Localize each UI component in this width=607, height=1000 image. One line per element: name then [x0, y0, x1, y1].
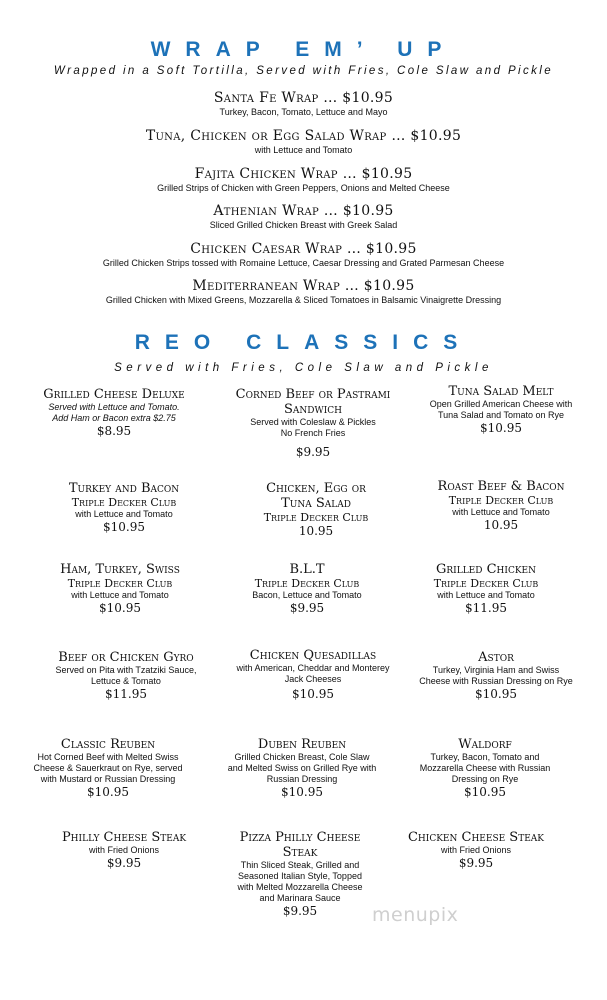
wrap-section-title: WRAP EM’ UP [150, 38, 457, 61]
item-price: $9.95 [289, 601, 325, 615]
item-desc: Served on Pita with Tzatziki Sauce, [55, 665, 197, 675]
item-desc: Served with Lettuce and Tomato. [48, 402, 180, 412]
item-desc: Seasoned Italian Style, Topped [238, 871, 362, 881]
item-desc: Jack Cheeses [284, 674, 342, 684]
item-name: Mediterranean Wrap … $10.95 [192, 278, 415, 294]
item-name: Astor [478, 650, 514, 665]
item-desc: with Lettuce and Tomato [71, 590, 169, 600]
classic-item-corned-beef-pastrami [213, 387, 413, 460]
item-name: Chicken, Egg or [266, 481, 366, 496]
item-desc: Cheese & Sauerkraut on Rye, served [33, 763, 183, 773]
item-desc: Tuna Salad and Tomato on Rye [437, 410, 565, 420]
item-desc: with Lettuce and Tomato [452, 507, 550, 517]
wrap-section-subtitle: Wrapped in a Soft Tortilla, Served with Fries, Cole Slaw and Pickle [53, 65, 554, 77]
item-price: $10.95 [292, 687, 334, 701]
item-price: $10.95 [480, 421, 522, 435]
item-desc: Add Ham or Bacon extra $2.75 [52, 413, 176, 423]
item-price: $9.95 [458, 856, 494, 870]
item-name: Waldorf [458, 737, 512, 752]
item-desc: with American, Cheddar and Monterey [236, 663, 390, 673]
classic-item-turkey-bacon-club [24, 481, 224, 535]
item-name: Grilled Chicken [436, 562, 536, 577]
item-price: $9.95 [106, 856, 142, 870]
item-desc: with Fried Onions [440, 845, 512, 855]
item-desc: Grilled Chicken Breast, Cole Slaw [234, 752, 370, 762]
item-desc: with Lettuce and Tomato [254, 145, 353, 155]
classic-item-tuna-salad-melt [396, 384, 606, 436]
item-price: $9.95 [282, 904, 318, 918]
classic-item-chicken-egg-tuna-club [216, 481, 416, 539]
item-desc: Turkey, Bacon, Tomato and [430, 752, 540, 762]
item-desc: and Marinara Sauce [259, 893, 341, 903]
item-desc: with Fried Onions [88, 845, 160, 855]
item-desc: with Lettuce and Tomato [437, 590, 535, 600]
item-name: Pizza Philly Cheese [239, 830, 361, 845]
item-name: Duben Reuben [257, 737, 347, 752]
item-desc: Thin Sliced Steak, Grilled and [240, 860, 360, 870]
item-desc: with Melted Mozzarella Cheese [237, 882, 363, 892]
item-name: Steak [282, 845, 318, 860]
item-desc: Grilled Chicken Strips tossed with Romaine Lettuce, Caesar Dressing and Grated Parmesan Cheese [102, 258, 505, 268]
classic-item-pizza-philly-cheese-steak [200, 830, 400, 919]
classic-item-roast-beef-bacon-club [396, 479, 606, 533]
item-subtitle: Triple Decker Club [71, 496, 177, 509]
item-price: $10.95 [281, 785, 323, 799]
item-price: $9.95 [295, 445, 331, 459]
wrap-item-tuna-chicken-egg [0, 128, 607, 156]
item-name: Tuna Salad Melt [448, 384, 554, 399]
item-desc: Turkey, Bacon, Tomato, Lettuce and Mayo [219, 107, 388, 117]
classics-section-title: REO CLASSICS [134, 331, 473, 354]
wrap-item-athenian [0, 203, 607, 231]
item-desc: Grilled Chicken with Mixed Greens, Mozzarella & Sliced Tomatoes in Balsamic Vinaigrette Dressing [105, 295, 502, 305]
item-subtitle: Triple Decker Club [433, 577, 539, 590]
item-price: $10.95 [464, 785, 506, 799]
item-desc: and Melted Swiss on Grilled Rye with [227, 763, 377, 773]
item-subtitle: Triple Decker Club [254, 577, 360, 590]
item-name: Athenian Wrap … $10.95 [213, 203, 394, 219]
item-name: Ham, Turkey, Swiss [60, 562, 180, 577]
item-name: Chicken Cheese Steak [407, 830, 545, 845]
classic-item-astor [396, 650, 596, 702]
item-desc: Dressing on Rye [451, 774, 519, 784]
wrap-item-fajita-chicken [0, 166, 607, 194]
item-name: Grilled Cheese Deluxe [43, 387, 185, 402]
item-desc: Mozzarella Cheese with Russian [419, 763, 551, 773]
classic-item-ham-turkey-swiss-club [20, 562, 220, 616]
item-desc: Hot Corned Beef with Melted Swiss [37, 752, 179, 762]
item-desc: Served with Coleslaw & Pickles [250, 417, 376, 427]
item-name: Fajita Chicken Wrap … $10.95 [194, 166, 413, 182]
item-desc: Cheese with Russian Dressing on Rye [419, 676, 573, 686]
item-desc: Bacon, Lettuce and Tomato [252, 590, 362, 600]
item-price: $10.95 [475, 687, 517, 701]
item-desc: with Lettuce and Tomato [75, 509, 173, 519]
item-name: Philly Cheese Steak [61, 830, 187, 845]
item-name: Tuna, Chicken or Egg Salad Wrap … $10.95 [145, 128, 462, 144]
item-name: Sandwich [283, 402, 343, 417]
wrap-item-santa-fe [0, 90, 607, 118]
item-name: Classic Reuben [60, 737, 156, 752]
item-name: Santa Fe Wrap … $10.95 [213, 90, 394, 106]
wrap-item-chicken-caesar [0, 241, 607, 269]
classic-item-waldorf [385, 737, 585, 800]
item-name: Beef or Chicken Gyro [58, 650, 194, 665]
item-price: 10.95 [483, 518, 519, 532]
item-subtitle: Triple Decker Club [448, 494, 554, 507]
item-name: Roast Beef & Bacon [437, 479, 565, 494]
item-subtitle: Triple Decker Club [67, 577, 173, 590]
item-desc: Russian Dressing [266, 774, 338, 784]
item-price: $10.95 [87, 785, 129, 799]
item-name: B.L.T [289, 562, 325, 577]
item-name: Tuna Salad [281, 496, 351, 511]
classic-item-chicken-cheese-steak [376, 830, 576, 871]
item-desc: No French Fries [280, 428, 346, 438]
wrap-item-mediterranean [0, 278, 607, 306]
item-price: 10.95 [298, 524, 334, 538]
item-price: $10.95 [99, 601, 141, 615]
item-desc: Turkey, Virginia Ham and Swiss [432, 665, 560, 675]
item-price: $10.95 [103, 520, 145, 534]
menupix-watermark: menupix [372, 904, 459, 926]
classic-item-philly-cheese-steak [24, 830, 224, 871]
classic-item-blt-club [207, 562, 407, 616]
item-subtitle: Triple Decker Club [263, 511, 369, 524]
classic-item-grilled-chicken-club [386, 562, 586, 616]
item-name: Corned Beef or Pastrami [235, 387, 391, 402]
classic-item-classic-reuben [8, 737, 208, 800]
classics-section-subtitle: Served with Fries, Cole Slaw and Pickle [114, 362, 493, 374]
item-desc: Lettuce & Tomato [91, 676, 161, 686]
item-price: $11.95 [105, 687, 147, 701]
item-price: $11.95 [465, 601, 507, 615]
item-name: Chicken Quesadillas [249, 648, 377, 663]
item-desc: Sliced Grilled Chicken Breast with Greek Salad [209, 220, 398, 230]
item-price: $8.95 [96, 424, 132, 438]
item-name: Turkey and Bacon [68, 481, 180, 496]
classic-item-duben-reuben [202, 737, 402, 800]
item-desc: Open Grilled American Cheese with [429, 399, 573, 409]
classic-item-chicken-quesadillas [213, 648, 413, 702]
item-desc: with Mustard or Russian Dressing [40, 774, 176, 784]
item-desc: Grilled Strips of Chicken with Green Peppers, Onions and Melted Cheese [157, 183, 450, 193]
classic-item-beef-chicken-gyro [26, 650, 226, 702]
classic-item-grilled-cheese-deluxe [14, 387, 214, 439]
item-name: Chicken Caesar Wrap … $10.95 [190, 241, 417, 257]
